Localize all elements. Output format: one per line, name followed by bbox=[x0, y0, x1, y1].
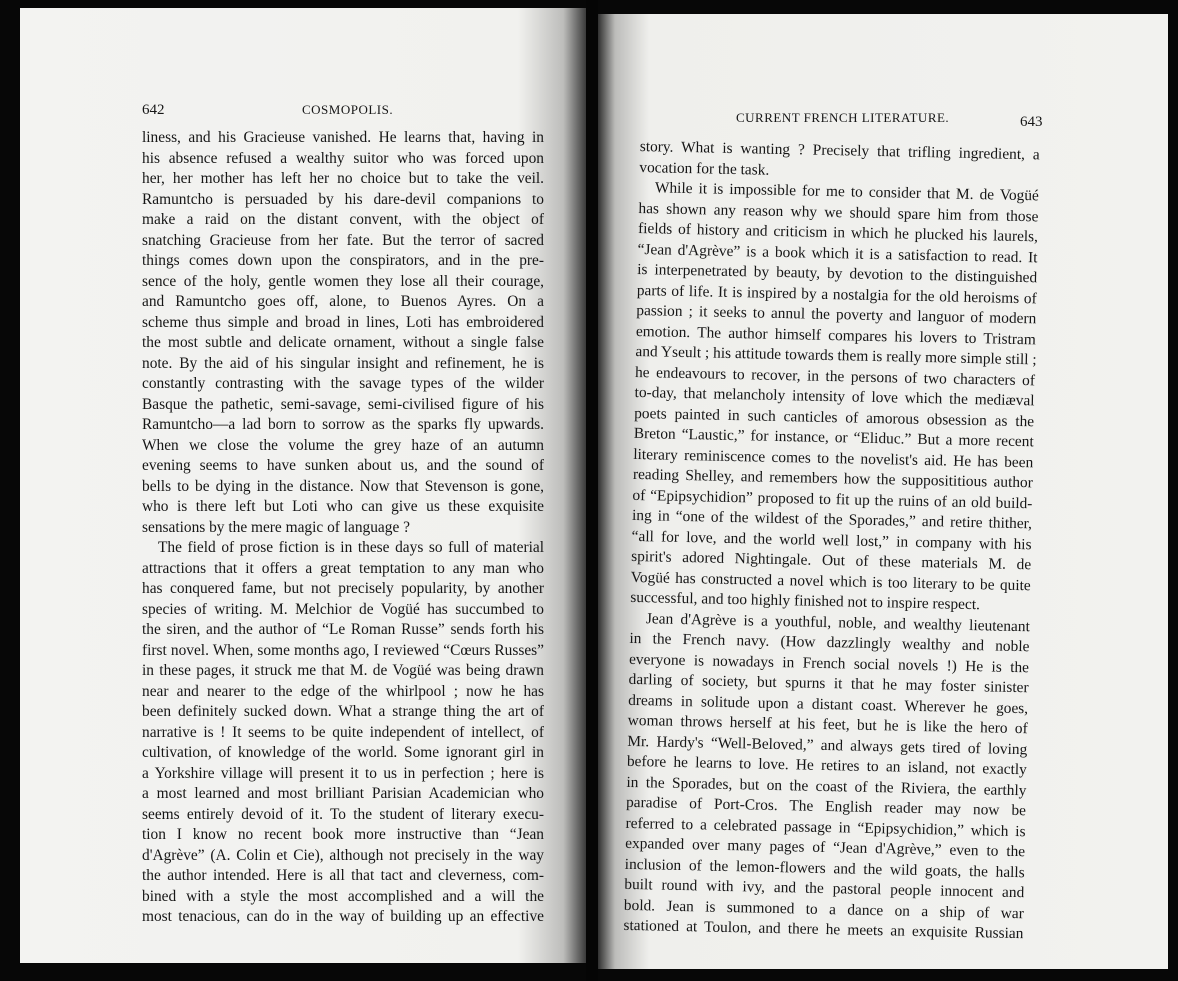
text-line: successful, and too highly finished not to inspire respect. bbox=[630, 588, 981, 614]
text-line: liness, and his Gracieuse vanished. He learns that, having in bbox=[142, 129, 544, 146]
text-line: While it is impossible for me to consider that M. de Vogüé bbox=[654, 179, 1040, 205]
text-line: seems entirely devoid of it. To the student of literary execu- bbox=[142, 805, 544, 823]
text-line: things comes down upon the conspirators, and in the pre- bbox=[142, 252, 544, 269]
text-line: a most learned and most brilliant Parisian Academician who bbox=[142, 785, 544, 802]
text-line: before he learns to love. He retires to an island, not exactly bbox=[626, 752, 1028, 779]
text-line: narrative is ! It seems to be quite independent of intellect, of bbox=[142, 723, 544, 741]
text-line: darling of society, but spurns it that he may foster sinister bbox=[628, 670, 1029, 697]
text-line: inclusion of the lemon-flowers and the wild goats, the halls bbox=[624, 855, 1025, 881]
text-line: near and nearer to the edge of the whirlpool ; now he has bbox=[142, 682, 544, 700]
text-line: Basque the pathetic, semi-savage, semi-civilised figure of his bbox=[142, 395, 544, 413]
text-line: story. What is wanting ? Precisely that trifling ingredient, a bbox=[639, 137, 1040, 164]
text-line: “all for love, and the world well lost,” in company with his bbox=[631, 527, 1032, 553]
text-line: passion ; it seeks to annul the poverty and languor of modern bbox=[636, 301, 1037, 328]
text-line: attractions that it offers a great temptation to any man who bbox=[142, 559, 544, 577]
text-line: and Yseult ; his attitude towards them is really more simple still ; bbox=[635, 342, 1037, 369]
text-line: Breton “Laustic,” for instance, or “Eliduc.” But a more recent bbox=[633, 424, 1034, 451]
left-page bbox=[20, 8, 586, 963]
text-line: the most subtle and delicate ornament, without a single false bbox=[142, 334, 544, 351]
text-line: is interpenetrated by beauty, by devotion to the distinguished bbox=[637, 260, 1038, 287]
right-page bbox=[598, 14, 1168, 969]
text-line: emotion. The author himself compares his lovers to Tristram bbox=[635, 322, 1037, 348]
text-line: Jean d'Agrève is a youthful, noble, and wealthy lieutenant bbox=[645, 609, 1031, 635]
text-line: make a raid on the distant convent, with the object of bbox=[142, 211, 544, 228]
text-line: the siren, and the author of “Le Roman Russe” sends forth his bbox=[142, 621, 544, 638]
text-line: literary reminiscence comes to the novelist's aid. He has been bbox=[633, 445, 1034, 471]
text-line: poets painted in such canticles of amorous obsession as the bbox=[634, 404, 1035, 430]
text-line: stationed at Toulon, and there he meets an exquisite Russian bbox=[623, 916, 1024, 943]
text-line: everyone is nowadays in French social novels !) He is the bbox=[628, 650, 1030, 676]
book-gutter bbox=[586, 0, 598, 981]
text-line: Vogüé has constructed a novel which is too literary to be quite bbox=[630, 568, 1031, 594]
text-line: and Ramuntcho goes off, alone, to Buenos Ayres. On a bbox=[142, 293, 544, 310]
text-line: The field of prose fiction is in these days so full of material bbox=[158, 539, 544, 556]
text-line: note. By the aid of his singular insight and refinement, he is bbox=[142, 354, 544, 372]
text-line: built round with ivy, and the pastoral people innocent and bbox=[624, 875, 1025, 902]
text-line: paradise of Port-Cros. The English reader may now be bbox=[625, 793, 1027, 820]
text-line: woman throws herself at his feet, but he is like the hero of bbox=[627, 711, 1028, 738]
text-line: the author intended. Here is all that tact and cleverness, com- bbox=[142, 867, 544, 884]
text-line: cultivation, of knowledge of the world. Some ignorant girl in bbox=[142, 744, 544, 761]
text-line: sence of the holy, gentle women they lose all their courage, bbox=[142, 272, 544, 290]
page-number: 642 bbox=[142, 102, 165, 118]
running-head: COSMOPOLIS. bbox=[302, 102, 394, 117]
text-line: d'Agrève” (A. Colin et Cie), although not precisely in the way bbox=[142, 846, 544, 864]
text-line: most tenacious, can do in the way of building up an effective bbox=[142, 908, 544, 925]
text-line: has conquered fame, but not precisely popularity, by another bbox=[142, 580, 544, 597]
text-line: spirit's adored Nightingale. Out of these materials M. de bbox=[631, 547, 1032, 574]
text-line: scheme thus simple and broad in lines, Loti has embroidered bbox=[142, 313, 544, 331]
text-line: fields of history and criticism in which he plucked his laurels, bbox=[637, 219, 1039, 246]
text-line: has shown any reason why we should spare him from those bbox=[638, 199, 1039, 225]
text-line: in the Sporades, but on the coast of the Riviera, the earthly bbox=[626, 773, 1027, 799]
text-column bbox=[623, 137, 1040, 945]
text-line: who is there left but Loti who can give us these exquisite bbox=[142, 498, 544, 515]
text-line: he endeavours to recover, in the persons of two characters of bbox=[634, 363, 1036, 389]
text-line: dreams in solitude upon a distant coast. Wherever he goes, bbox=[628, 691, 1029, 717]
text-line: tion I know no recent book more instructive than “Jean bbox=[142, 826, 544, 843]
text-line: expanded over many pages of “Jean d'Agrève,” even to the bbox=[625, 834, 1026, 861]
text-line: his absence refused a wealthy suitor who was forced upon bbox=[142, 149, 544, 167]
running-head: CURRENT FRENCH LITERATURE. bbox=[736, 110, 950, 125]
text-line: snatching Gracieuse from her fate. But the terror of sacred bbox=[142, 231, 544, 249]
text-line: sensations by the mere magic of language ? bbox=[142, 518, 410, 536]
text-line: bined with a style the most accomplished and a will the bbox=[142, 887, 544, 905]
text-line: a Yorkshire village will present it to us in perfection ; here is bbox=[142, 764, 544, 782]
text-line: reading Shelley, and remembers how the supposititious author bbox=[632, 465, 1034, 492]
text-line: in the French navy. (How dazzlingly wealthy and noble bbox=[629, 629, 1030, 656]
text-line: first novel. When, some months ago, I reviewed “Cœurs Russes” bbox=[142, 641, 544, 659]
page-number: 643 bbox=[1020, 114, 1043, 130]
text-line: constantly contrasting with the savage types of the wilder bbox=[142, 375, 544, 392]
text-line: to-day, that melancholy intensity of love which the mediæval bbox=[634, 383, 1035, 410]
text-column bbox=[142, 128, 544, 928]
text-line: parts of life. It is inspired by a nostalgia for the old heroisms of bbox=[636, 281, 1037, 307]
text-line: bells to be dying in the distance. Now that Stevenson is gone, bbox=[142, 477, 544, 495]
text-line: When we close the volume the grey haze of an autumn bbox=[142, 436, 544, 454]
text-line: ing in “one of the wildest of the Sporades,” and retire thither, bbox=[631, 506, 1033, 533]
text-line: “Jean d'Agrève” is a book which it is a satisfaction to read. It bbox=[637, 240, 1038, 266]
text-line: been definitely sucked down. What a strange thing the art of bbox=[142, 703, 544, 720]
text-line: in these pages, it struck me that M. de Vogüé was being drawn bbox=[142, 662, 544, 679]
text-line: Ramuntcho—a lad born to sorrow as the sparks fly upwards. bbox=[142, 416, 544, 433]
text-line: of “Epipsychidion” proposed to fit up the ruins of an old build- bbox=[632, 486, 1033, 512]
text-line: Ramuntcho is persuaded by his dare-devil companions to bbox=[142, 190, 544, 208]
text-line: Mr. Hardy's “Well-Beloved,” and always gets tired of loving bbox=[627, 732, 1028, 758]
text-line: vocation for the task. bbox=[639, 158, 770, 179]
text-line: referred to a celebrated passage in “Epipsychidion,” which is bbox=[625, 814, 1026, 840]
text-line: her, her mother has left her no choice but to take the veil. bbox=[142, 170, 544, 187]
text-line: bold. Jean is summoned to a dance on a ship of war bbox=[623, 896, 1025, 922]
text-line: evening seems to have sunken about us, and the sound of bbox=[142, 457, 544, 474]
text-line: species of writing. M. Melchior de Vogüé has succumbed to bbox=[142, 600, 544, 618]
